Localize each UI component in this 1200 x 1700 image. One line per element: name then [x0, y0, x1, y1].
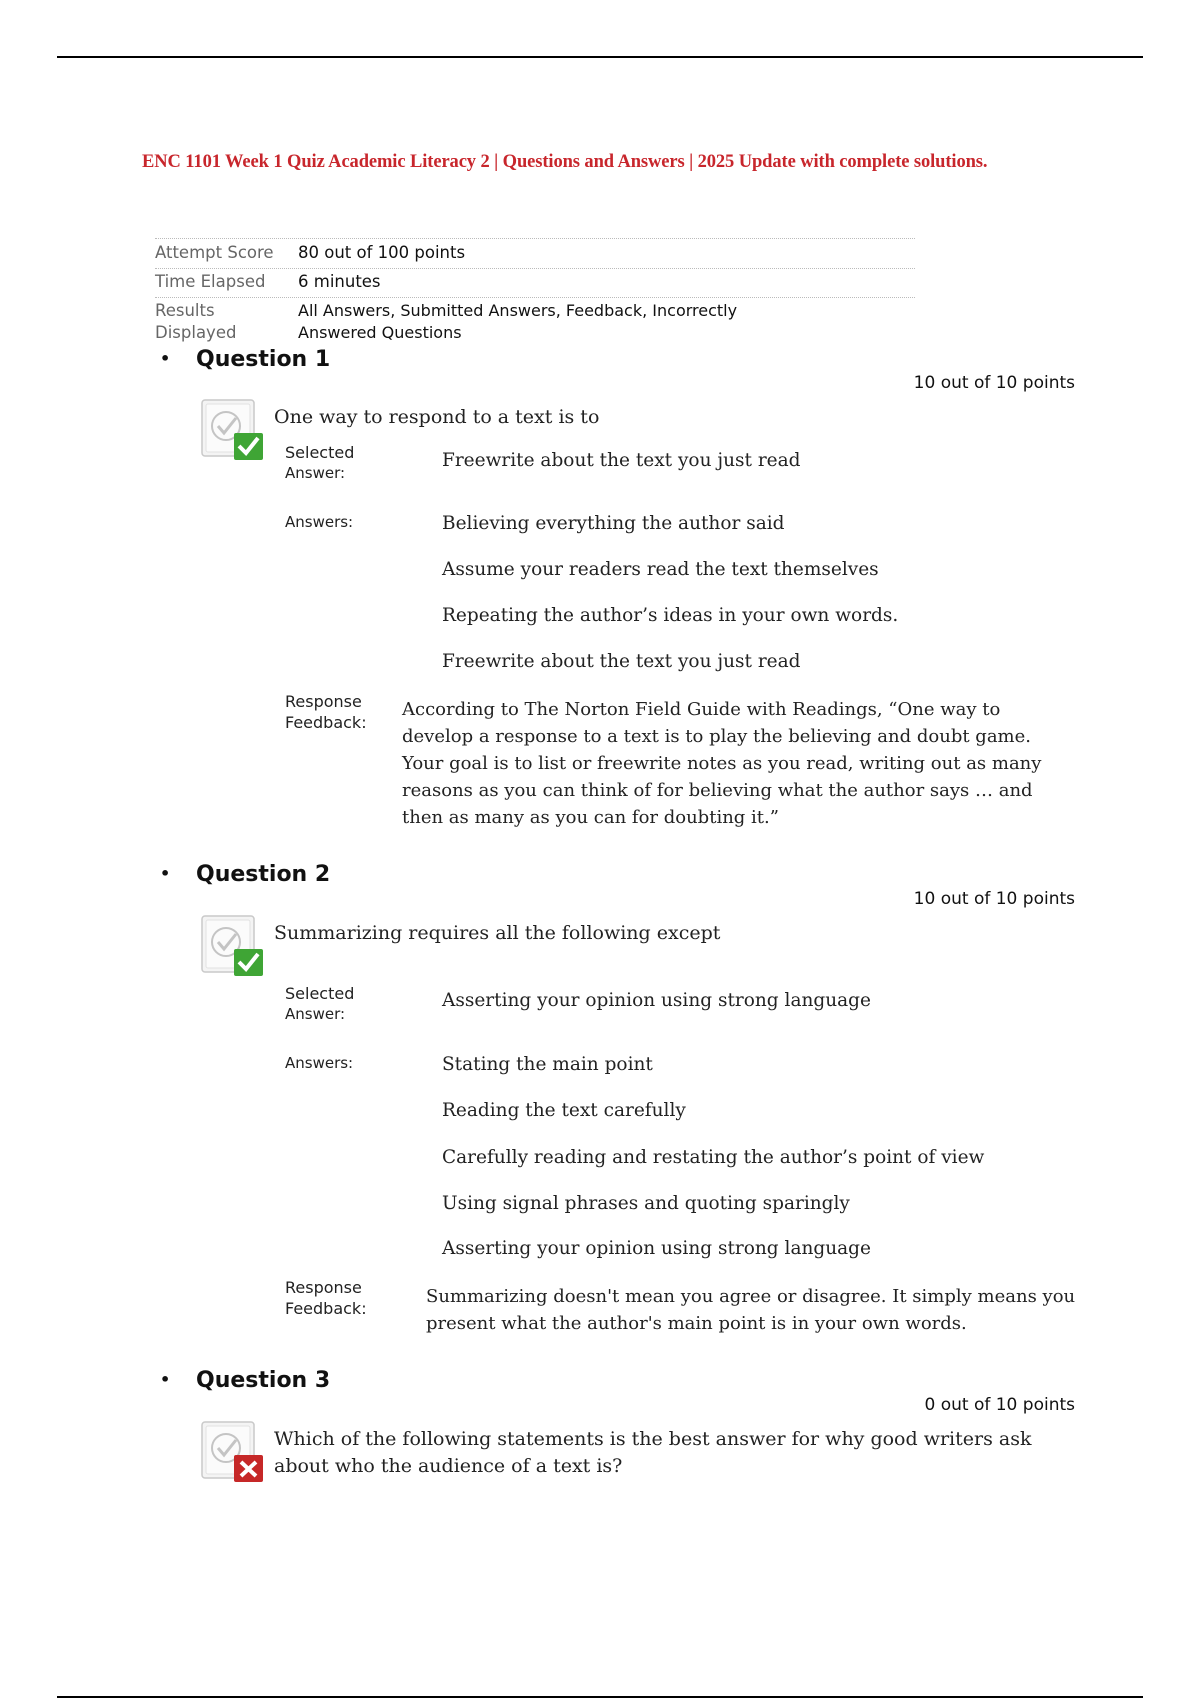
question-3-title: Question 3 — [196, 1368, 331, 1393]
q2-answer-option-2: Reading the text carefully — [442, 1100, 686, 1121]
q1-answer-option-2: Assume your readers read the text themselves — [442, 559, 879, 580]
q2-answers-label: Answers: — [285, 1054, 354, 1072]
feedback-label-line1: Response — [285, 1278, 362, 1297]
q2-response-feedback: Summarizing doesn't mean you agree or disagree. It simply means you present what the author's main point is in your own words. — [426, 1286, 1076, 1334]
selected-label-line2: Answer: — [285, 464, 346, 482]
results-value-line2: Answered Questions — [298, 323, 462, 342]
q2-answer-option-1: Stating the main point — [442, 1054, 653, 1075]
question-3-text: Which of the following statements is the best answer for why good writers ask about who the audience of a text is? — [274, 1428, 1032, 1477]
q1-selected-answer: Freewrite about the text you just read — [442, 450, 801, 471]
top-rule — [57, 56, 1143, 58]
incorrect-x-icon — [200, 1420, 266, 1486]
attempt-score-value: 80 out of 100 points — [298, 243, 466, 262]
bottom-rule — [57, 1696, 1143, 1698]
q2-selected-label — [285, 983, 354, 1025]
question-1-title: Question 1 — [196, 347, 331, 372]
bullet-icon: • — [160, 349, 171, 368]
selected-label-line1: Selected — [285, 443, 355, 462]
question-2-text: Summarizing requires all the following except — [274, 922, 721, 944]
question-1-points: 10 out of 10 points — [913, 373, 1075, 393]
attempt-score-row — [155, 238, 915, 269]
results-displayed-row — [155, 297, 915, 344]
q1-answer-option-4: Freewrite about the text you just read — [442, 651, 801, 672]
attempt-score-label: Attempt Score — [155, 243, 274, 262]
question-1-text: One way to respond to a text is to — [274, 406, 600, 428]
time-elapsed-value: 6 minutes — [298, 272, 381, 291]
results-value-line1: All Answers, Submitted Answers, Feedback, Incorrectly — [298, 301, 738, 320]
results-label-line2: Displayed — [155, 323, 237, 342]
q1-feedback-label — [285, 691, 367, 733]
q2-answer-option-3: Carefully reading and restating the author’s point of view — [442, 1147, 985, 1168]
bullet-icon: • — [160, 864, 171, 883]
q1-answers-label: Answers: — [285, 513, 354, 531]
q1-answer-option-3: Repeating the author’s ideas in your own words. — [442, 605, 899, 626]
q1-answer-option-1: Believing everything the author said — [442, 513, 785, 534]
document-title: ENC 1101 Week 1 Quiz Academic Literacy 2 | Questions and Answers | 2025 Update with complete solutions. — [142, 152, 988, 172]
q2-feedback-label — [285, 1277, 367, 1319]
results-label-line1: Results — [155, 301, 215, 320]
question-3-points: 0 out of 10 points — [924, 1395, 1075, 1415]
bullet-icon: • — [160, 1370, 171, 1389]
correct-check-icon — [200, 398, 266, 464]
question-2-title: Question 2 — [196, 862, 331, 887]
correct-check-icon — [200, 914, 266, 980]
q2-answer-option-4: Using signal phrases and quoting sparingly — [442, 1193, 850, 1214]
question-2-points: 10 out of 10 points — [913, 889, 1075, 909]
q2-selected-answer: Asserting your opinion using strong language — [442, 990, 871, 1011]
q1-selected-label — [285, 442, 354, 484]
feedback-label-line1: Response — [285, 692, 362, 711]
selected-label-line1: Selected — [285, 984, 355, 1003]
feedback-label-line2: Feedback: — [285, 1299, 367, 1318]
selected-label-line2: Answer: — [285, 1005, 346, 1023]
q1-response-feedback: According to The Norton Field Guide with Readings, “One way to develop a response to a text is to play the believing and doubt game. Your goal is to list or freewrite notes as you read, writing out as many reasons as you can think of for believing what the author says … and then as many as you can for doubting it.” — [402, 699, 1042, 828]
time-elapsed-label: Time Elapsed — [155, 272, 266, 291]
feedback-label-line2: Feedback: — [285, 713, 367, 732]
q2-answer-option-5: Asserting your opinion using strong language — [442, 1238, 871, 1259]
time-elapsed-row — [155, 268, 915, 297]
